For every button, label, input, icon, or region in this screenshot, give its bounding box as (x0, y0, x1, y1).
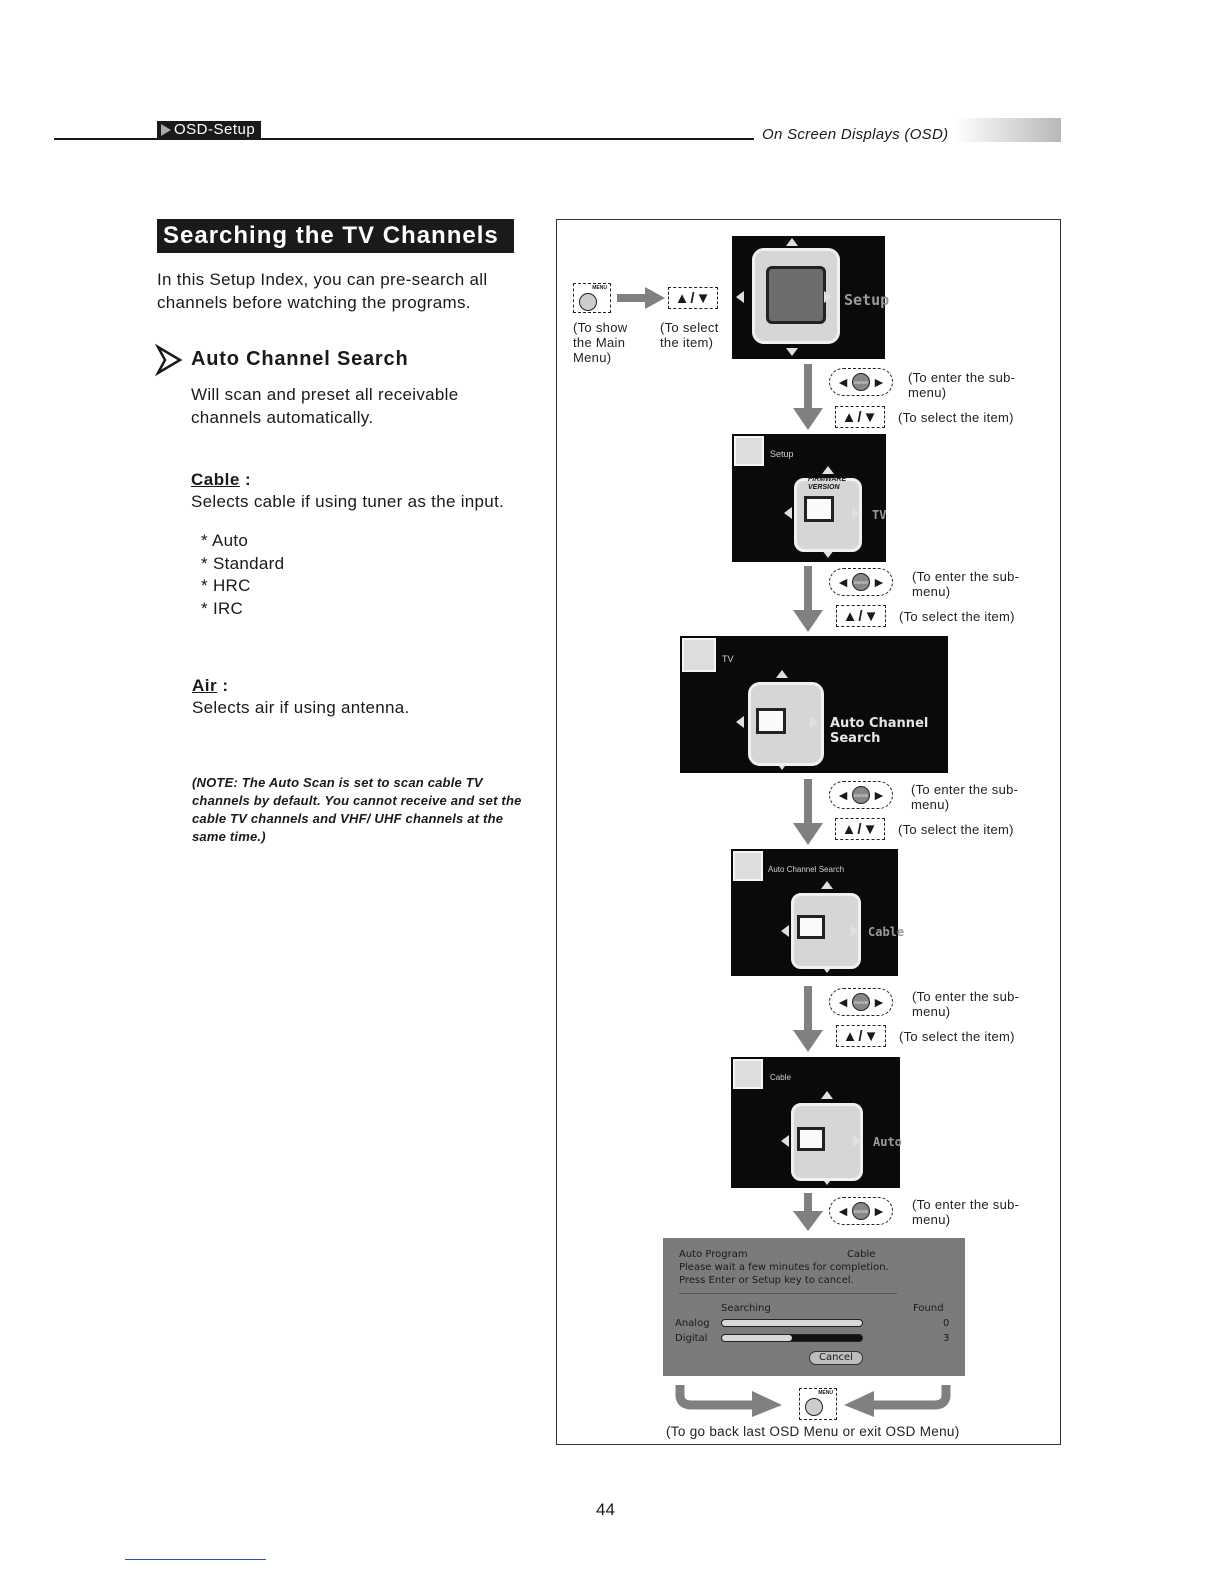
section-heading: Auto Channel Search (191, 348, 409, 370)
down-arrow-icon (793, 566, 823, 632)
caption-select-item: (To select the item) (898, 822, 1014, 837)
list-item: * HRC (201, 576, 251, 596)
enter-button-icon: ◄ ENTER ► (829, 1197, 893, 1225)
caption-enter-submenu: (To enter the sub-menu) (912, 989, 1020, 1019)
air-heading: Air : (192, 676, 229, 695)
osd-screen-auto-channel-search: TV Auto Channel Search (680, 636, 948, 773)
caption-select-item: (To select the item) (899, 1029, 1015, 1044)
section-tab (157, 121, 261, 139)
down-arrow-icon (793, 364, 823, 430)
up-down-button-icon: ▲/▼ (835, 818, 885, 840)
caption-enter-submenu: (To enter the sub-menu) (912, 569, 1020, 599)
up-down-button-icon: ▲/▼ (835, 406, 885, 428)
enter-button-icon: ◄ ENTER ► (829, 781, 893, 809)
caption-enter-submenu: (To enter the sub-menu) (911, 782, 1019, 812)
analog-progress-fill (722, 1320, 862, 1326)
air-description: Selects air if using antenna. (192, 698, 410, 717)
caption-select-item: (To select the item) (898, 410, 1014, 425)
osd-screen-tv: Setup FIRMWARE VERSION TV (732, 434, 886, 562)
cable-options-list (201, 530, 284, 620)
osd-label: Auto Channel Search (830, 716, 929, 746)
up-down-button-icon: ▲/▼ (668, 287, 718, 309)
list-item: * Auto (201, 531, 249, 550)
osd-label: Setup (844, 291, 890, 309)
chapter-title: On Screen Displays (OSD) (762, 126, 949, 143)
caption-show-main-menu: (To show the Main Menu) (573, 320, 628, 365)
section-tab-label: OSD-Setup (174, 121, 256, 138)
section-description: Will scan and preset all receivable channels automatically. (191, 385, 459, 427)
section-arrow-icon (157, 346, 181, 374)
menu-button-icon: MENU (573, 283, 611, 313)
return-arrow-left-icon (676, 1383, 786, 1419)
osd-screen-setup (732, 236, 890, 359)
down-arrow-icon (793, 986, 823, 1052)
right-arrow-icon (617, 287, 665, 309)
cable-description: Selects cable if using tuner as the input. (191, 492, 505, 511)
osd-label: Cable (868, 925, 905, 939)
up-down-button-icon: ▲/▼ (836, 605, 886, 627)
analog-progress-bar (721, 1319, 863, 1327)
page-title: Searching the TV Channels (157, 219, 514, 253)
play-triangle-icon (161, 124, 171, 136)
caption-enter-submenu: (To enter the sub-menu) (912, 1197, 1020, 1227)
enter-button-icon: ◄ ENTER ► (829, 368, 893, 396)
header-gradient-bar (955, 118, 1061, 142)
caption-select-item: (To select the item) (899, 609, 1015, 624)
footer-rule (125, 1559, 266, 1560)
list-item: * IRC (201, 598, 244, 618)
note-text: (NOTE: The Auto Scan is set to scan cable TV channels by default. You cannot receive and set the cable TV channels and VHF/ UHF channels at the same time.) (192, 775, 522, 844)
osd-screen-cable: Auto Channel Search Cable (731, 849, 898, 976)
caption-go-back: (To go back last OSD Menu or exit OSD Menu) (666, 1424, 960, 1439)
list-item: * Standard (201, 553, 285, 573)
osd-label: TV (872, 508, 887, 522)
osd-screen-auto: Cable Auto (731, 1057, 900, 1188)
caption-enter-submenu: (To enter the sub-menu) (908, 370, 1016, 400)
down-arrow-icon (793, 1193, 823, 1231)
menu-button-icon: MENU (799, 1388, 837, 1420)
page-number: 44 (596, 1500, 615, 1519)
up-down-button-icon: ▲/▼ (836, 1025, 886, 1047)
return-arrow-right-icon (842, 1383, 952, 1419)
enter-button-icon: ◄ ENTER ► (829, 988, 893, 1016)
cancel-button[interactable]: Cancel (809, 1351, 863, 1365)
down-arrow-icon (793, 779, 823, 845)
osd-label: Auto (873, 1135, 902, 1149)
caption-select-item: (To select the item) (660, 320, 719, 350)
digital-progress-fill (722, 1335, 792, 1341)
cable-heading: Cable : (191, 470, 252, 489)
enter-button-icon: ◄ ENTER ► (829, 568, 893, 596)
intro-text: In this Setup Index, you can pre-search all channels before watching the programs. (157, 270, 488, 312)
auto-program-dialog: Auto Program Cable Please wait a few minutes for completion. Press Enter or Setup key to cancel. Searching Found Analog 0 Digital 3 Cancel (663, 1238, 965, 1376)
digital-progress-bar (721, 1334, 863, 1342)
